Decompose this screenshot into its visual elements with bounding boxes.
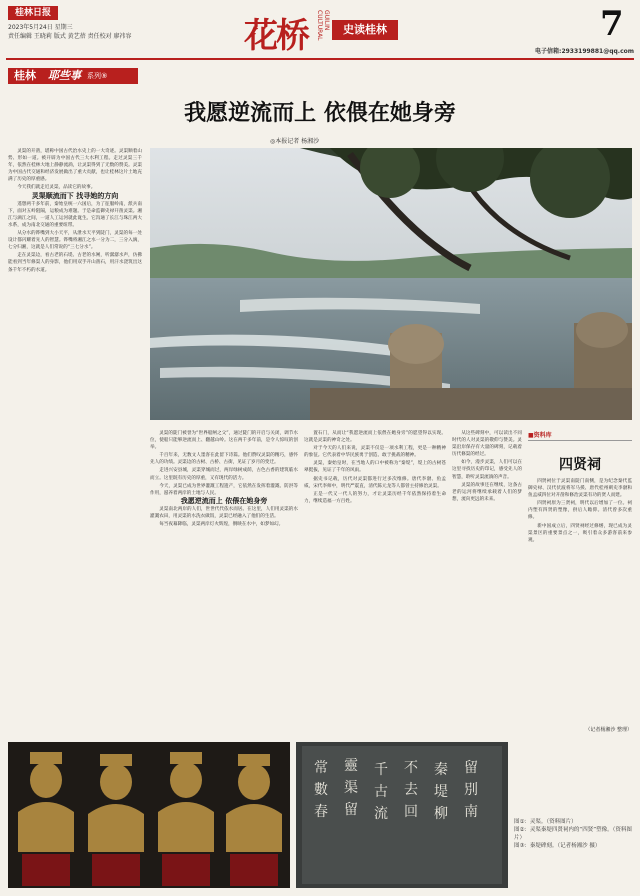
caption-1: 图①：灵渠。（资料图片） — [514, 819, 577, 825]
sidebar-tag: ■资料库 — [528, 432, 552, 439]
paragraph: 四贤祠位于灵渠南陡门南侧，是为纪念秦代监御史禄、汉代伏波将军马援、唐代桂州刺史李渤和鱼孟威四位对开凿和修治灵渠有功的贤人而建。 — [528, 479, 632, 499]
svg-text:古: 古 — [374, 784, 388, 800]
svg-text:靈: 靈 — [344, 758, 358, 774]
newspaper-logo: 桂林日报 — [8, 6, 58, 20]
svg-text:秦: 秦 — [434, 762, 448, 778]
article-column-1 — [8, 148, 142, 738]
paragraph: 如今，漫步灵渠，人们可以在这里寻找历史的印记，感受先人的智慧，聆听灵渠流淌的声音。 — [452, 460, 522, 480]
paragraph: 据史书记载，历代对灵渠都进行过多次维修。唐代李渤、鱼孟威，宋代李师中，明代严震直，清代陈元龙等人都曾主持修治灵渠。 — [304, 476, 446, 489]
article-headline: 我愿逆流而上 依偎在她身旁 — [184, 100, 456, 126]
svg-text:南: 南 — [464, 804, 478, 820]
svg-text:渠: 渠 — [344, 780, 358, 796]
sidebar-body — [528, 478, 632, 718]
paragraph: 对于今天的人们来说，灵渠不仅是一项水利工程，更是一种精神的象征。它代表着中华民族勇于创造、敢于挑战的精神。 — [304, 446, 446, 459]
photo-stone-stele — [296, 742, 508, 888]
section-title: 花桥 — [244, 16, 308, 56]
paragraph: 走进兴安县城，灵渠穿城而过，两岸绿树成荫，古色古香的建筑临水而立。这里既有历史的厚重，又有现代的活力。 — [150, 468, 298, 481]
svg-text:常: 常 — [314, 760, 328, 776]
svg-text:留: 留 — [344, 802, 358, 818]
svg-text:柳: 柳 — [434, 806, 448, 822]
paragraph: 千百年来，无数文人墨客在此留下诗篇。他们赞叹灵渠的精巧，感怀先人的功绩。灵渠边的古树、古桥、古街，见证了岁月的变迁。 — [150, 453, 298, 466]
paragraph: 灵渠的开凿，堪称中国古代治水史上的一大奇迹。灵渠顺着山势、形如一道。被开辟为中国古代三大水利工程。走过灵渠三千年，依然在桂林大地上静静流淌，让灵渠得到了无数的赞美。灵渠为中国古代交通和经济发展做出了重大贡献，也让桂林这片土地充满了历史的厚重感。 — [8, 149, 142, 183]
paragraph: 正是一代又一代人的努力，才让灵渠历经千年依然保持着生命力，继续造福一方百姓。 — [304, 491, 446, 504]
caption-3: 图③：秦堤碑刻。（记者杨湘沙 摄） — [514, 843, 601, 849]
series-label: 桂林 — [14, 69, 36, 82]
sidebar-divider — [528, 440, 632, 441]
svg-text:不: 不 — [404, 760, 418, 776]
sidebar-title: 四贤祠 — [559, 457, 601, 473]
editor-credits: 责任编辑 王晓莉 版式 黄艺蓓 责任校对 廖祎容 — [8, 33, 132, 40]
article-column-3 — [304, 430, 446, 740]
sidebar-box — [528, 430, 632, 740]
photo-captions — [514, 818, 632, 850]
svg-text:數: 數 — [314, 782, 328, 798]
series-number: 系列⑨ — [87, 72, 108, 80]
paragraph: 从分水的铧嘴到大小天平，从泄水天平到陡门，灵渠的每一处设计都闪耀着先人的智慧。铧嘴将湘江之水一分为二，三分入漓，七分归湘，这就是人们常说的“三七分水”。 — [8, 231, 142, 251]
paragraph: 从这些碑刻中，可以读出不同时代的人对灵渠的敬仰与赞美。灵渠沿岸保存有大量的碑刻，记载着历代修渠的经过。 — [452, 431, 522, 458]
article-byline: ◎本报记者 杨湘沙 — [270, 138, 320, 145]
svg-text:回: 回 — [404, 804, 418, 820]
series-banner — [8, 68, 138, 84]
sidebar-credit: （记者杨湘沙 整理） — [585, 727, 632, 733]
column-badge: 史读桂林 — [332, 20, 398, 40]
photo-lingqu-landscape — [150, 148, 632, 420]
paragraph: 四贤祠原为三贤祠，明代以后增加了一位。祠内塑有四贤的塑像，供后人瞻仰。清代曾多次重修。 — [528, 501, 632, 521]
header-divider — [6, 58, 634, 60]
paragraph: 置石门，从而让“我愿逆流而上依偎在她身旁”的愿望得以实现。这就是灵渠的神奇之处。 — [304, 431, 446, 444]
svg-text:去: 去 — [404, 782, 418, 798]
photo-four-sages-statues — [8, 742, 290, 888]
paragraph: 新中国成立后，四贤祠经过修缮，现已成为灵渠景区的重要景点之一，吸引着众多游客前来参观。 — [528, 523, 632, 543]
paragraph: 今天，灵渠已成为世界灌溉工程遗产，它依然在发挥着灌溉、防洪等作用，滋养着两岸的土地与人民。 — [150, 483, 298, 496]
series-name: 耶些事 — [48, 69, 81, 82]
svg-text:千: 千 — [374, 762, 388, 778]
paragraph: 每当夜幕降临，灵渠两岸灯火辉煌，倒映在水中，如梦如幻。 — [159, 522, 284, 528]
paragraph: 走在灵渠边，看古老的石堤、古老的水闸，听潺潺水声，仿佛能看到当年修渠人的身影，他们用双手开山凿石，用汗水浇筑出这条千年不朽的水道。 — [8, 253, 142, 273]
svg-text:堤: 堤 — [434, 784, 448, 800]
contact-email: 电子信箱:2933199881@qq.com — [535, 48, 634, 55]
paragraph: 灵渠南北两岸的人们，世世代代依水而居。在这里，人们用灵渠的水灌溉农田，用灵渠的水洗衣做饭，灵渠已经融入了他们的生活。 — [150, 506, 298, 520]
issue-date: 2023年5月24日 星期三 — [8, 24, 73, 31]
page-number: 7 — [600, 4, 624, 44]
paragraph: 遥想两千多年前，秦始皇统一六国后，为了征服岭南，派兵南下，面对五岭阻隔，运粮成为难题。于是命监御史禄开凿灵渠。湘江与漓江之间，一道人工运河就此诞生。它沟通了长江与珠江两大水系，成为南北交通的重要纽带。 — [8, 201, 142, 228]
svg-text:春: 春 — [314, 804, 328, 820]
paragraph: 灵渠的故事还在继续，这条古老的运河将继续承载着人们的梦想，流向更远的未来。 — [452, 482, 522, 502]
caption-2: 图②：灵渠秦堤四贤祠内的“四贤”塑像。（资料图片） — [514, 827, 632, 841]
paragraph: 今天我们就走近灵渠，品读它的故事。 — [17, 185, 96, 191]
section-title-en: GUILIN CULTURAL — [316, 10, 330, 41]
svg-text:別: 別 — [464, 782, 478, 798]
article-subhead: 灵渠顺流而下 找寻她的方向 — [31, 191, 119, 200]
paragraph: 灵渠，秦始皇时，在当地人的口中被称为“秦堤”，堤上的古树苍翠挺拔，见证了千年的风雨。 — [304, 461, 446, 474]
svg-text:留: 留 — [464, 760, 478, 776]
svg-text:流: 流 — [374, 806, 388, 822]
paragraph: 灵渠的陡门被誉为“世界船闸之父”，通过陡门的开启与关闭，调节水位，使船只能够逆流而上、翻越山岭。这在两千多年前，是令人惊叹的创举。 — [150, 431, 298, 451]
article-column-4 — [452, 430, 522, 740]
article-subhead: 我愿逆流而上 依偎在她身旁 — [180, 496, 268, 505]
